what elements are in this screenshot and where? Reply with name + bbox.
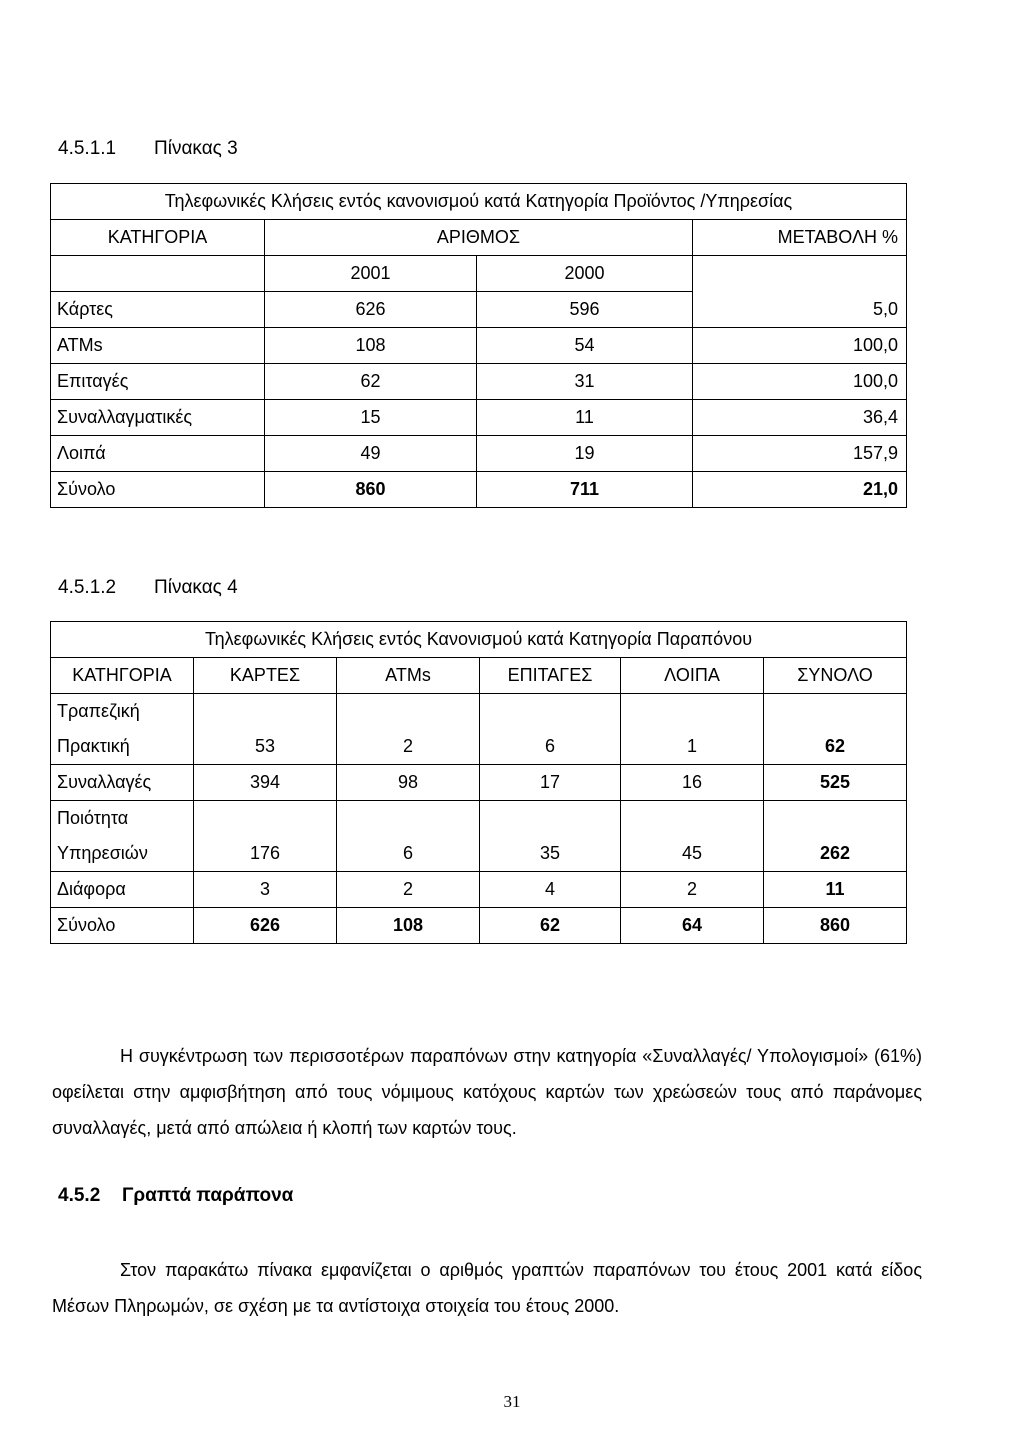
value-2000: 19 — [477, 436, 693, 472]
value-2000: 596 — [477, 292, 693, 328]
table-row — [51, 694, 907, 765]
row-label-line2: Πρακτική — [57, 736, 130, 756]
paragraph-complaints-concentration — [52, 1038, 922, 1146]
row-label-line2: Υπηρεσιών — [57, 843, 148, 863]
value-cards: 176 — [194, 801, 337, 872]
value-2000: 54 — [477, 328, 693, 364]
value-atms: 2 — [337, 694, 480, 765]
value-atms: 6 — [337, 801, 480, 872]
value-cheques: 6 — [480, 694, 621, 765]
value-cards: 394 — [194, 765, 337, 801]
value-2001: 15 — [265, 400, 477, 436]
row-label-line1: Τραπεζική — [57, 701, 140, 721]
table-4 — [50, 621, 907, 944]
row-label: Διάφορα — [51, 872, 194, 908]
table-row — [51, 328, 907, 364]
paragraph-text: Η συγκέντρωση των περισσοτέρων παραπόνων στην κατηγορία «Συναλλαγές/ Υπολογισμοί» (61%) οφείλεται στην αμφισβήτηση από τους νόμιμους κατόχους καρτών των χρεώσεών τους από παράνομες συναλλαγές, μετά από απώλεια ή κλοπή των καρτών τους. — [52, 1046, 922, 1138]
row-label: Κάρτες — [51, 292, 265, 328]
value-2000: 11 — [477, 400, 693, 436]
value-cheques: 4 — [480, 872, 621, 908]
value-cheques: 17 — [480, 765, 621, 801]
value-change: 21,0 — [693, 472, 907, 508]
table-4-header-cheques: ΕΠΙΤΑΓΕΣ — [480, 658, 621, 694]
paragraph-written-complaints — [52, 1252, 922, 1324]
value-2001: 626 — [265, 292, 477, 328]
table-3-header-2000: 2000 — [477, 256, 693, 292]
table-4-header-category: ΚΑΤΗΓΟΡΙΑ — [51, 658, 194, 694]
section-title: Πίνακας 4 — [154, 577, 238, 598]
value-total: 262 — [764, 801, 907, 872]
value-2000: 711 — [477, 472, 693, 508]
section-title: Πίνακας 3 — [154, 138, 238, 159]
value-other: 1 — [621, 694, 764, 765]
table-row — [51, 364, 907, 400]
page-number: 31 — [503, 1392, 521, 1411]
section-number: 4.5.1.1 — [58, 138, 117, 159]
value-total: 11 — [764, 872, 907, 908]
value-total: 525 — [764, 765, 907, 801]
row-label: ATMs — [51, 328, 265, 364]
value-cheques: 62 — [480, 908, 621, 944]
section-title: Γραπτά παράπονα — [122, 1185, 294, 1206]
value-atms: 98 — [337, 765, 480, 801]
value-change: 100,0 — [693, 364, 907, 400]
table-row — [51, 436, 907, 472]
row-label: Επιταγές — [51, 364, 265, 400]
table-4-header-total: ΣΥΝΟΛΟ — [764, 658, 907, 694]
value-total: 860 — [764, 908, 907, 944]
table-3-empty-cell — [51, 256, 265, 292]
row-label — [51, 801, 194, 872]
table-row-total — [51, 472, 907, 508]
table-4-header-cards: ΚΑΡΤΕΣ — [194, 658, 337, 694]
section-heading-4-5-2 — [58, 1185, 293, 1207]
value-cards: 3 — [194, 872, 337, 908]
table-4-caption: Τηλεφωνικές Κλήσεις εντός Κανονισμού κατά Κατηγορία Παραπόνου — [51, 622, 907, 658]
value-atms: 2 — [337, 872, 480, 908]
paragraph-text: Στον παρακάτω πίνακα εμφανίζεται ο αριθμός γραπτών παραπόνων του έτους 2001 κατά είδος Μέσων Πληρωμών, σε σχέση με τα αντίστοιχα στοιχεία του έτους 2000. — [52, 1260, 922, 1316]
value-cards: 626 — [194, 908, 337, 944]
value-change: 36,4 — [693, 400, 907, 436]
value-cards: 53 — [194, 694, 337, 765]
value-2001: 49 — [265, 436, 477, 472]
section-heading-4-5-1-1 — [58, 138, 238, 160]
row-label: Συναλλαγματικές — [51, 400, 265, 436]
row-label: Συναλλαγές — [51, 765, 194, 801]
row-label: Σύνολο — [51, 908, 194, 944]
section-number: 4.5.2 — [58, 1185, 101, 1206]
table-row-total — [51, 908, 907, 944]
value-other: 45 — [621, 801, 764, 872]
value-other: 2 — [621, 872, 764, 908]
value-2001: 860 — [265, 472, 477, 508]
row-label: Σύνολο — [51, 472, 265, 508]
row-label — [51, 694, 194, 765]
value-total: 62 — [764, 694, 907, 765]
value-other: 64 — [621, 908, 764, 944]
value-2001: 62 — [265, 364, 477, 400]
value-2000: 31 — [477, 364, 693, 400]
table-4-header-other: ΛΟΙΠΑ — [621, 658, 764, 694]
section-heading-4-5-1-2 — [58, 577, 238, 599]
value-change: 157,9 — [693, 436, 907, 472]
value-2001: 108 — [265, 328, 477, 364]
value-atms: 108 — [337, 908, 480, 944]
section-number: 4.5.1.2 — [58, 577, 117, 598]
table-3-empty-cell — [693, 256, 907, 292]
row-label-line1: Ποιότητα — [57, 808, 129, 828]
table-4-header-atms: ATMs — [337, 658, 480, 694]
table-row — [51, 292, 907, 328]
value-change: 5,0 — [693, 292, 907, 328]
table-3-header-change: ΜΕΤΑΒΟΛΗ % — [693, 220, 907, 256]
value-cheques: 35 — [480, 801, 621, 872]
table-3-header-2001: 2001 — [265, 256, 477, 292]
table-3-header-number: ΑΡΙΘΜΟΣ — [265, 220, 693, 256]
table-3-caption: Τηλεφωνικές Κλήσεις εντός κανονισμού κατά Κατηγορία Προϊόντος /Υπηρεσίας — [51, 184, 907, 220]
table-row — [51, 400, 907, 436]
table-3 — [50, 183, 907, 508]
table-row — [51, 765, 907, 801]
table-3-header-category: ΚΑΤΗΓΟΡΙΑ — [51, 220, 265, 256]
value-other: 16 — [621, 765, 764, 801]
table-row — [51, 801, 907, 872]
table-row — [51, 872, 907, 908]
row-label: Λοιπά — [51, 436, 265, 472]
value-change: 100,0 — [693, 328, 907, 364]
